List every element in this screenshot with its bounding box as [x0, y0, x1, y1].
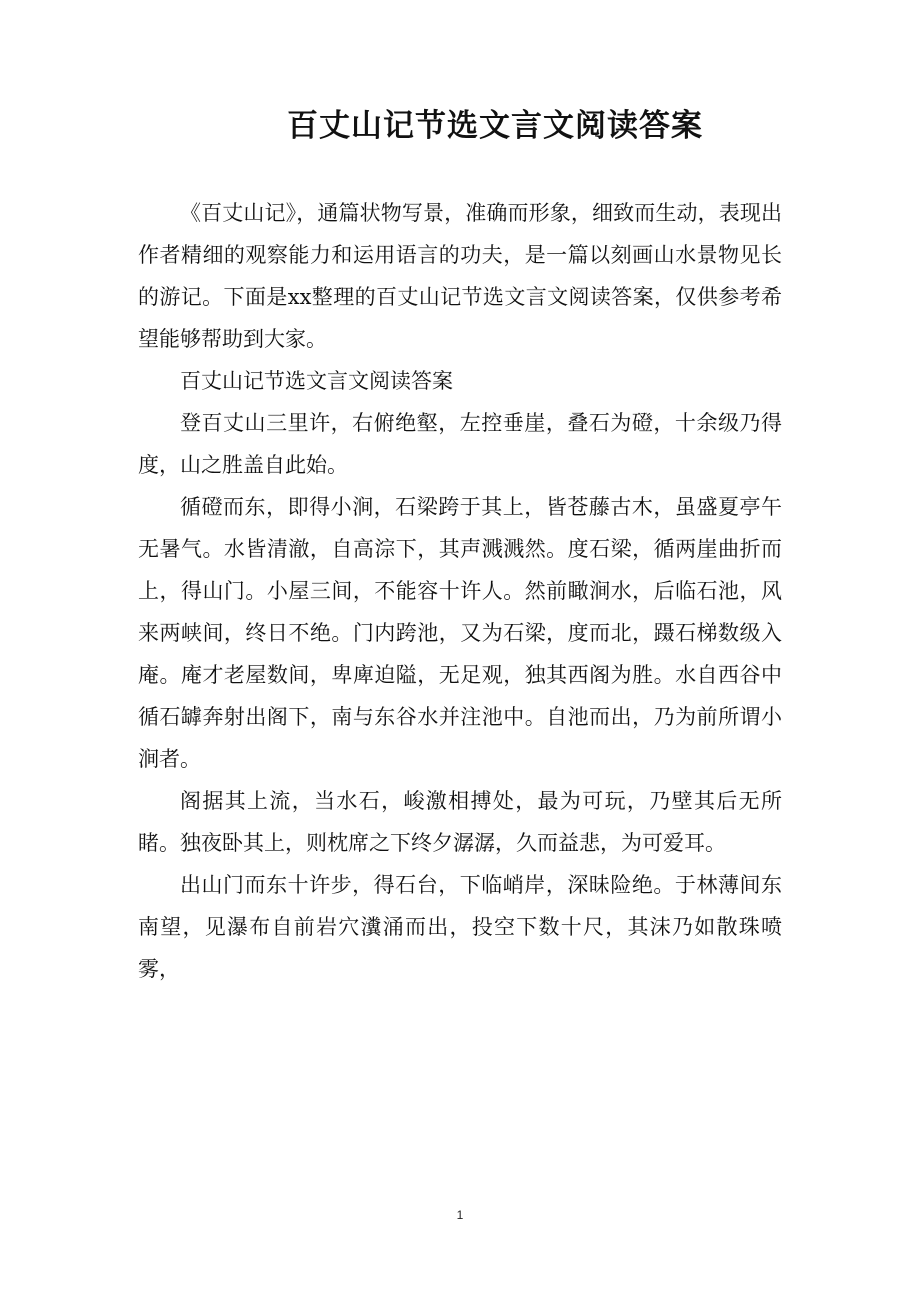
paragraph-subtitle: 百丈山记节选文言文阅读答案 — [180, 369, 453, 393]
paragraph-text-4: 出山门而东十许步，得石台，下临峭岸，深昧险绝。于林薄间东南望，见瀑布自前岩穴瀵涌而出，投空下数十尺，其沫乃如散珠喷雾， — [138, 873, 782, 981]
paragraph-text-1: 登百丈山三里许，右俯绝壑，左控垂崖，叠石为磴，十余级乃得度，山之胜盖自此始。 — [138, 411, 782, 477]
page-number: 1 — [456, 1208, 464, 1222]
document-body — [138, 192, 782, 990]
paragraph-intro: 《百丈山记》，通篇状物写景，准确而形象，细致而生动，表现出作者精细的观察能力和运用语言的功夫，是一篇以刻画山水景物见长的游记。下面是xx整理的百丈山记节选文言文阅读答案，仅供参考希望能够帮助到大家。 — [138, 201, 782, 351]
document-title: 百丈山记节选文言文阅读答案 — [287, 108, 703, 144]
paragraph-text-3: 阁据其上流，当水石，峻激相搏处，最为可玩，乃壁其后无所睹。独夜卧其上，则枕席之下终夕潺潺，久而益悲，为可爱耳。 — [138, 789, 782, 855]
paragraph-text-2: 循磴而东，即得小涧，石梁跨于其上，皆苍藤古木，虽盛夏亭午无暑气。水皆清澈，自高淙下，其声溅溅然。度石梁，循两崖曲折而上，得山门。小屋三间，不能容十许人。然前瞰涧水，后临石池，风来两峡间，终日不绝。门内跨池，又为石梁，度而北，蹑石梯数级入庵。庵才老屋数间，卑庳迫隘，无足观，独其西阁为胜。水自西谷中循石罅奔射出阁下，南与东谷水并注池中。自池而出，乃为前所谓小涧者。 — [138, 495, 782, 771]
